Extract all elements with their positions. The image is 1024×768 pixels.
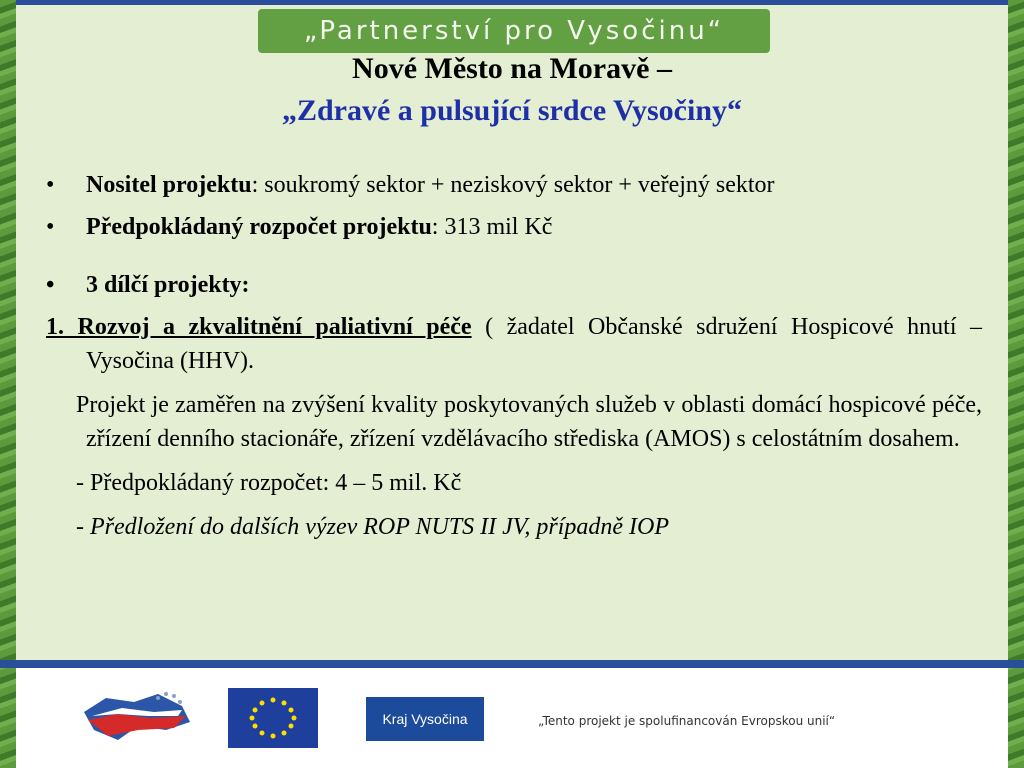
slide-body (46, 168, 982, 544)
nositel-label: Nositel projektu (86, 172, 252, 198)
eu-flag-logo (228, 688, 318, 748)
header-banner: „Partnerství pro Vysočinu“ (258, 9, 770, 53)
project-1-budget: - Předpokládaný rozpočet: 4 – 5 mil. Kč (76, 470, 462, 496)
eu-cofinancing-note: „Tento projekt je spolufinancován Evropskou unií“ (538, 714, 836, 728)
project-1-title: Rozvoj a zkvalitnění paliativní péče (77, 314, 472, 340)
kraj-vysocina-logo: Kraj Vysočina (366, 697, 484, 741)
project-1-submission-line (46, 510, 982, 544)
bullet-rozpocet (46, 210, 982, 244)
slide-title: Nové Město na Moravě – (352, 52, 672, 85)
submission-dash: - (76, 514, 90, 540)
rozpocet-text: : 313 mil Kč (431, 214, 553, 240)
project-1-submission: Předložení do dalších výzev ROP NUTS II JV, případně IOP (90, 514, 670, 540)
project-1-number: 1. (46, 314, 64, 340)
bullet-dilci: • 3 dílčí projekty: (46, 268, 982, 302)
footer-divider (0, 660, 1024, 668)
czech-republic-logo (78, 686, 196, 746)
project-1-applicant: ( žadatel Občanské sdružení Hospicové hnutí – Vysočina (HHV). (86, 314, 983, 374)
project-1 (46, 310, 982, 378)
project-1-description: Projekt je zaměřen na zvýšení kvality poskytovaných služeb v oblasti domácí hospicové péče, zřízení denního stacionáře, zřízení vzdělávacího střediska (AMOS) s celostátním dosahem. (76, 392, 982, 452)
slide-subtitle: „Zdravé a pulsující srdce Vysočiny“ (281, 94, 743, 127)
bullet-nositel (46, 168, 982, 202)
rozpocet-label: Předpokládaný rozpočet projektu (86, 214, 432, 240)
nositel-text: : soukromý sektor + neziskový sektor + veřejný sektor (251, 172, 775, 198)
